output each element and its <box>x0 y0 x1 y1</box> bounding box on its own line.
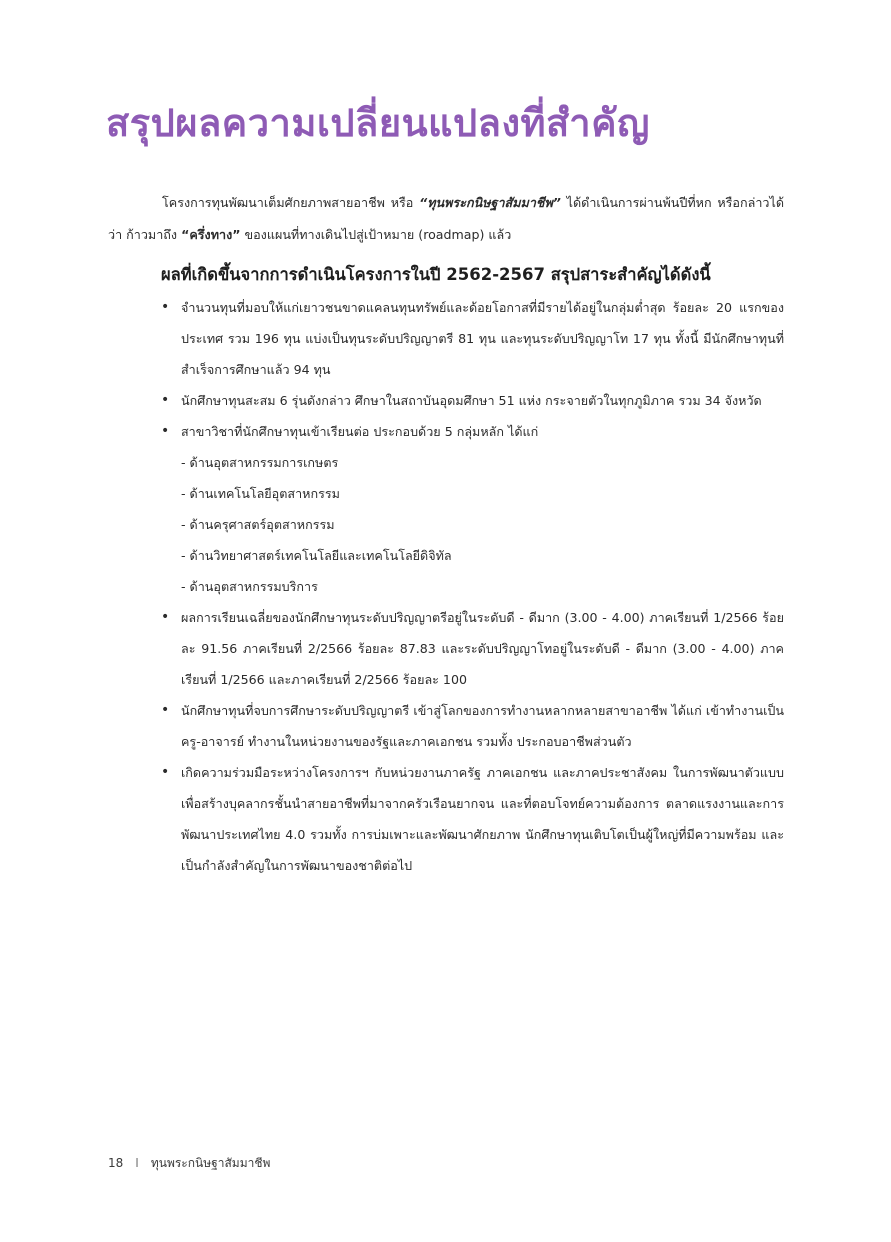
study-field-item: - ด้านเทคโนโลยีอุตสาหกรรม <box>181 486 340 501</box>
section-subheading: ผลที่เกิดขึ้นจากการดำเนินโครงการในปี 2562-2567 สรุปสาระสำคัญได้ดังนี้ <box>161 265 711 284</box>
bullet-grades: • ผลการเรียนเฉลี่ยของนักศึกษาทุนระดับปริญญาตรีอยู่ในระดับดี - ดีมาก (3.00 - 4.00) ภาคเรียนที่ 1/2566 ร้อยละ 91.56 ภาคเรียนที่ 2/2566 ร้อยละ 87.83 และระดับปริญญาโทอยู่ในระดับดี - ดีมาก (3.00 - 4.00) ภาคเรียนที่ 1/2566 และภาคเรียนที่ 2/2566 ร้อยละ 100 <box>161 602 784 695</box>
intro-paragraph <box>108 187 784 251</box>
study-field-item: - ด้านครุศาสตร์อุตสาหกรรม <box>181 517 335 532</box>
page-number: 18 <box>108 1156 124 1170</box>
scholarship-name: “ทุนพระกนิษฐาสัมมาชีพ” <box>419 195 561 210</box>
summary-bullet-list <box>161 292 784 881</box>
intro-text-1: โครงการทุนพัฒนาเต็มศักยภาพสายอาชีพ หรือ <box>162 195 420 210</box>
study-field-item: - ด้านวิทยาศาสตร์เทคโนโลยีและเทคโนโลยีดิจิทัล <box>181 548 452 563</box>
study-field-list <box>181 447 784 602</box>
study-field-item: - ด้านอุตสาหกรรมการเกษตร <box>181 455 339 470</box>
publication-name: ทุนพระกนิษฐาสัมมาชีพ <box>150 1156 271 1170</box>
bullet-institutions: • นักศึกษาทุนสะสม 6 รุ่นดังกล่าว ศึกษาในสถาบันอุดมศึกษา 51 แห่ง กระจายตัวในทุกภูมิภาค รวม 34 จังหวัด <box>161 385 784 416</box>
study-field-item: - ด้านอุตสาหกรรมบริการ <box>181 579 318 594</box>
intro-text-3: ของแผนที่ทางเดินไปสู่เป้าหมาย (roadmap) แล้ว <box>240 227 512 242</box>
bullet-study-fields-text: สาขาวิชาที่นักศึกษาทุนเข้าเรียนต่อ ประกอบด้วย 5 กลุ่มหลัก ได้แก่ <box>181 424 539 439</box>
page-title: สรุปผลความเปลี่ยนแปลงที่สำคัญ <box>106 101 650 145</box>
bullet-careers: • นักศึกษาทุนที่จบการศึกษาระดับปริญญาตรี เข้าสู่โลกของการทำงานหลากหลายสาขาอาชีพ ได้แก่ เข้าทำงานเป็นครู-อาจารย์ ทำงานในหน่วยงานของรัฐและภาคเอกชน รวมทั้ง ประกอบอาชีพส่วนตัว <box>161 695 784 757</box>
page-footer <box>108 1154 270 1173</box>
bullet-scholarship-count: • จำนวนทุนที่มอบให้แก่เยาวชนขาดแคลนทุนทรัพย์และด้อยโอกาสที่มีรายได้อยู่ในกลุ่มต่ำสุด ร้อยละ 20 แรกของประเทศ รวม 196 ทุน แบ่งเป็นทุนระดับปริญญาตรี 81 ทุน และทุนระดับปริญญาโท 17 ทุน ทั้งนี้ มีนักศึกษาทุนที่สำเร็จการศึกษาแล้ว 94 ทุน <box>161 292 784 385</box>
bullet-study-fields <box>161 416 784 602</box>
bullet-collaboration: • เกิดความร่วมมือระหว่างโครงการฯ กับหน่วยงานภาครัฐ ภาคเอกชน และภาคประชาสังคม ในการพัฒนาตัวแบบเพื่อสร้างบุคลากรชั้นนำสายอาชีพที่มาจากครัวเรือนยากจน และที่ตอบโจทย์ความต้องการ ตลาดแรงงานและการพัฒนาประเทศไทย 4.0 รวมทั้ง การบ่มเพาะและพัฒนาศักยภาพ นักศึกษาทุนเติบโตเป็นผู้ใหญ่ที่มีความพร้อม และเป็นกำลังสำคัญในการพัฒนาของชาติต่อไป <box>161 757 784 881</box>
intro-text-2: ได้ดำเนินการผ่านพ้นปีที่หก หรือกล่าวได้ว่า ก้าวมาถึง <box>108 195 784 242</box>
halfway-emphasis: “ครึ่งทาง” <box>181 227 241 242</box>
footer-separator: I <box>135 1156 139 1170</box>
